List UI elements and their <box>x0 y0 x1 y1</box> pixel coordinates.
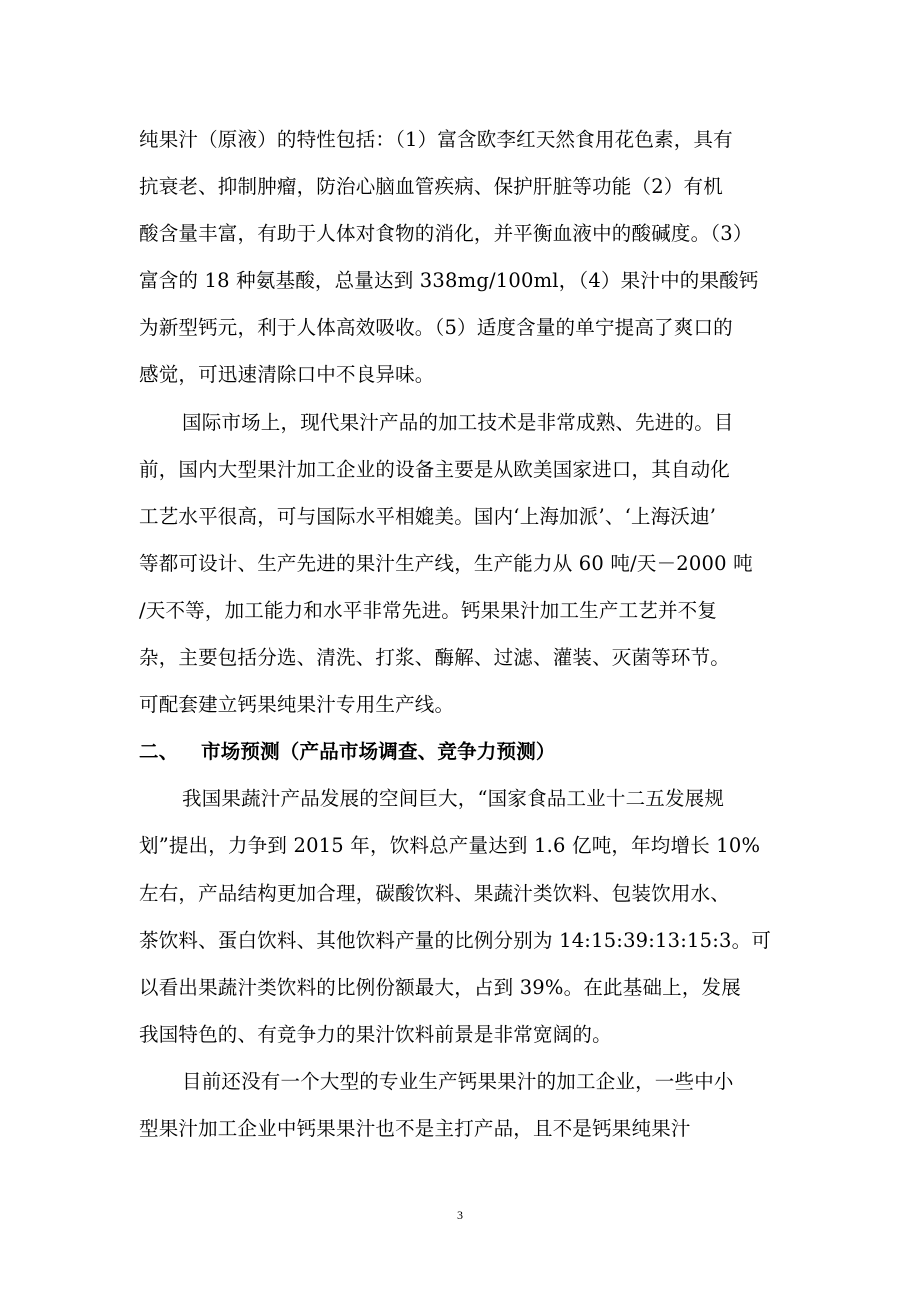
section-title: 市场预测（产品市场调查、竞争力预测） <box>201 740 556 764</box>
text-line: 我国特色的、有竞争力的果汁饮料前景是非常宽阔的。 <box>139 1022 612 1046</box>
text-line: 型果汁加工企业中钙果果汁也不是主打产品，且不是钙果纯果汁 <box>139 1116 691 1140</box>
text-line: 酸含量丰富，有助于人体对食物的消化，并平衡血液中的酸碱度。（3） <box>139 222 753 246</box>
text-line: 纯果汁（原液）的特性包括：（1）富含欧李红天然食用花色素，具有 <box>139 128 733 151</box>
paragraph-competition <box>139 1058 783 1152</box>
text-line: 等都可设计、生产先进的果汁生产线，生产能力从 60 吨/天－2000 吨 <box>139 551 753 575</box>
paragraph-product-properties <box>139 116 783 399</box>
text-line: 目前还没有一个大型的专业生产钙果果汁的加工企业，一些中小 <box>182 1069 734 1093</box>
text-line: 茶饮料、蛋白饮料、其他饮料产量的比例分别为 14:15:39:13:15:3。可 <box>139 928 772 952</box>
text-line: /天不等，加工能力和水平非常先进。钙果果汁加工生产工艺并不复 <box>139 598 718 622</box>
section-heading <box>139 728 783 775</box>
text-line: 富含的 18 种氨基酸，总量达到 338mg/100ml，（4）果汁中的果酸钙 <box>139 269 759 293</box>
text-line: 抗衰老、抑制肿瘤，防治心脑血管疾病、保护肝脏等功能（2）有机 <box>139 175 723 199</box>
text-line: 杂，主要包括分选、清洗、打浆、酶解、过滤、灌装、灭菌等环节。 <box>139 646 731 670</box>
document-body <box>139 116 783 1152</box>
text-line: 感觉，可迅速清除口中不良异味。 <box>139 363 435 387</box>
text-line: 左右，产品结构更加合理，碳酸饮料、果蔬汁类饮料、包装饮用水、 <box>139 881 731 905</box>
paragraph-processing-technology <box>139 399 783 729</box>
section-number: 二、 <box>139 740 179 764</box>
page-number: 3 <box>457 1208 463 1222</box>
text-line: 划”提出，力争到 2015 年，饮料总产量达到 1.6 亿吨，年均增长 10% <box>139 834 761 858</box>
text-line: 国际市场上，现代果汁产品的加工技术是非常成熟、先进的。目 <box>182 410 734 434</box>
text-line: 工艺水平很高，可与国际水平相媲美。国内‘上海加派’、‘上海沃迪’ <box>139 504 717 528</box>
paragraph-market-outlook <box>139 775 783 1058</box>
text-line: 为新型钙元，利于人体高效吸收。（5）适度含量的单宁提高了爽口的 <box>139 316 733 340</box>
text-line: 前，国内大型果汁加工企业的设备主要是从欧美国家进口，其自动化 <box>139 457 731 481</box>
text-line: 我国果蔬汁产品发展的空间巨大，“国家食品工业十二五发展规 <box>182 787 725 811</box>
text-line: 可配套建立钙果纯果汁专用生产线。 <box>139 693 455 717</box>
text-line: 以看出果蔬汁类饮料的比例份额最大，占到 39%。在此基础上，发展 <box>139 975 741 999</box>
